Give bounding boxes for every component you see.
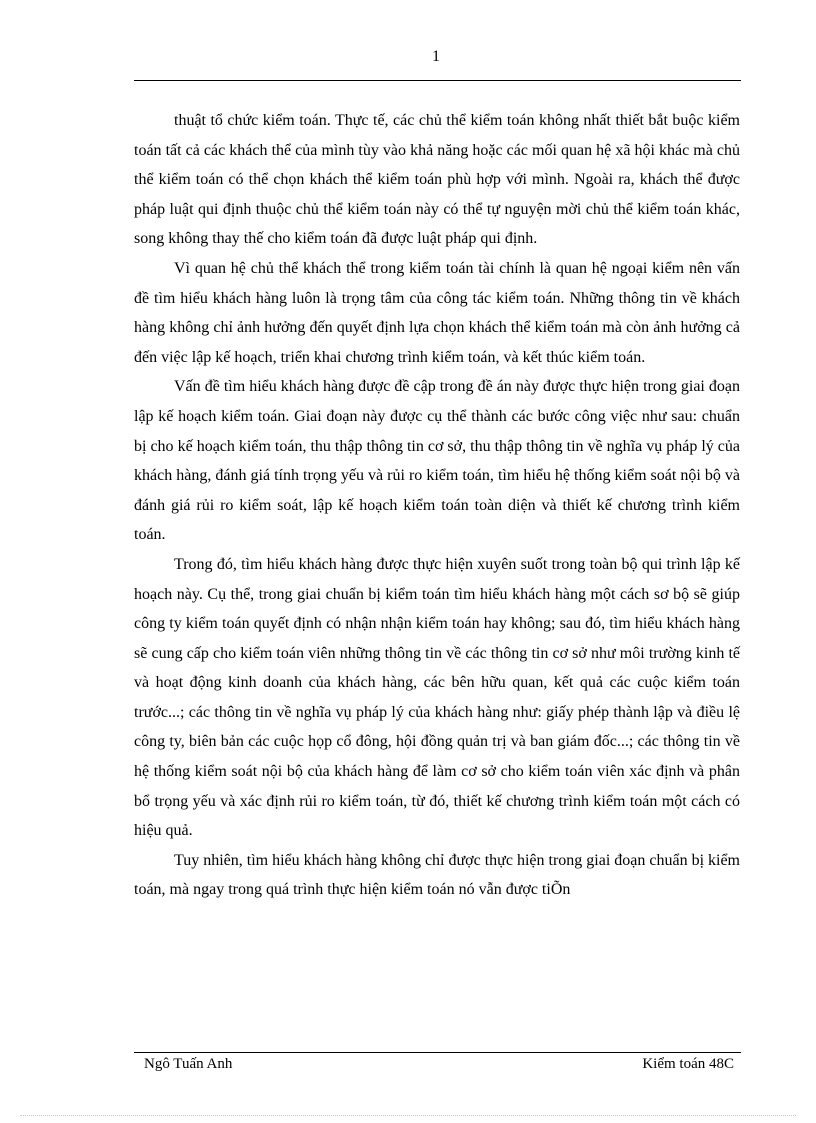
footer — [144, 1056, 734, 1073]
footer-rule — [134, 1052, 741, 1053]
body-text — [134, 106, 740, 905]
page-bottom-border — [20, 1115, 796, 1116]
paragraph-5: Tuy nhiên, tìm hiểu khách hàng không chỉ được thực hiện trong giai đoạn chuẩn bị kiểm toán, mà ngay trong quá trình thực hiện kiểm toán nó vẫn được tiÕn — [134, 851, 740, 899]
paragraph-1: thuật tổ chức kiểm toán. Thực tế, các chủ thể kiểm toán không nhất thiết bắt buộc kiểm toán tất cả các khách thể của mình tùy vào khả năng hoặc các mối quan hệ xã hội khác mà chủ thể kiểm toán có thể chọn khách thể kiểm toán phù hợp với mình. Ngoài ra, khách thể được pháp luật qui định thuộc chủ thể kiểm toán này có thể tự nguyện mời chủ thể kiểm toán khác, song không thay thế cho kiểm toán đã được luật pháp qui định. — [134, 112, 740, 248]
footer-class: Kiểm toán 48C — [642, 1056, 734, 1072]
footer-author: Ngô Tuấn Anh — [144, 1056, 233, 1072]
paragraph-3: Vấn đề tìm hiểu khách hàng được đề cập trong đề án này được thực hiện trong giai đoạn lập kế hoạch kiểm toán. Giai đoạn này được cụ thể thành các bước công việc như sau: chuẩn bị cho kế hoạch kiểm toán, thu thập thông tin cơ sở, thu thập thông tin về nghĩa vụ pháp lý của khách hàng, đánh giá tính trọng yếu và rủi ro kiểm toán, tìm hiểu hệ thống kiểm soát nội bộ và đánh giá rủi ro kiểm soát, lập kế hoạch kiểm toán toàn diện và thiết kế chương trình kiểm toán. — [134, 378, 740, 544]
paragraph-2: Vì quan hệ chủ thể khách thể trong kiểm toán tài chính là quan hệ ngoại kiểm nên vấn đề tìm hiểu khách hàng luôn là trọng tâm của công tác kiểm toán. Những thông tin về khách hàng không chỉ ảnh hưởng đến quyết định lựa chọn khách thể kiểm toán mà còn ảnh hưởng cả đến việc lập kế hoạch, triển khai chương trình kiểm toán, và kết thúc kiểm toán. — [134, 259, 740, 366]
header-rule — [134, 80, 741, 81]
page-number: 1 — [432, 48, 440, 65]
paragraph-4: Trong đó, tìm hiểu khách hàng được thực hiện xuyên suốt trong toàn bộ qui trình lập kế hoạch này. Cụ thể, trong giai chuẩn bị kiểm toán tìm hiểu khách hàng một cách sơ bộ sẽ giúp công ty kiểm toán quyết định có nhận nhận kiểm toán hay không; sau đó, tìm hiểu khách hàng sẽ cung cấp cho kiểm toán viên những thông tin về các thông tin cơ sở như môi trường kinh tế và hoạt động kinh doanh của khách hàng, các bên hữu quan, kết quả các cuộc kiểm toán trước...; các thông tin về nghĩa vụ pháp lý của khách hàng như: giấy phép thành lập và điều lệ công ty, biên bản các cuộc họp cổ đông, hội đồng quản trị và ban giám đốc...; các thông tin về hệ thống kiểm soát nội bộ của khách hàng để làm cơ sở cho kiểm toán viên xác định và phân bổ trọng yếu và xác định rủi ro kiểm toán, từ đó, thiết kế chương trình kiểm toán một cách có hiệu quả. — [134, 555, 740, 840]
